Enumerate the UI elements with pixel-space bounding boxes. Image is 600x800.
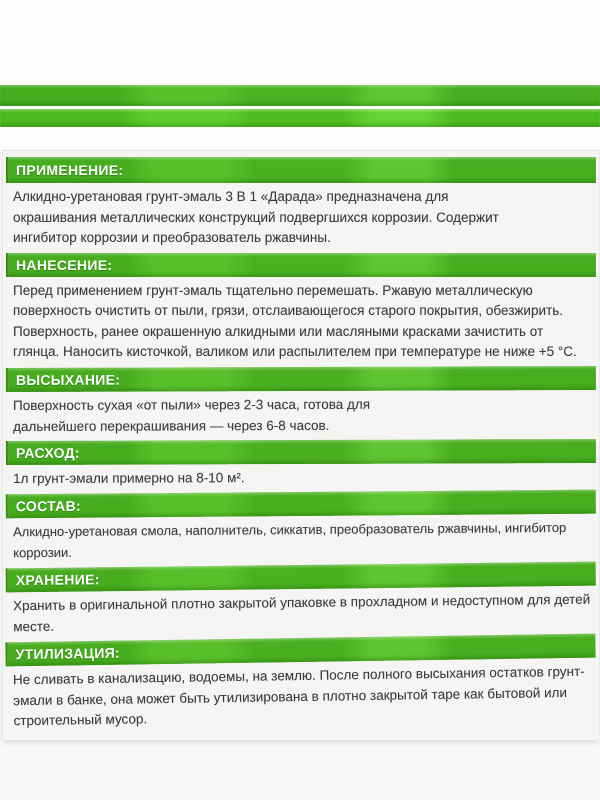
section-header-bar: [5, 634, 595, 667]
section-body: Поверхность сухая «от пыли» через 2-3 часа, готова для дальнейшего перекрашивания — через 6-8 часов.: [12, 396, 371, 434]
section-utilizacija: [2, 634, 599, 732]
section-rashod: [3, 438, 599, 489]
section-body: Хранить в оригинальной плотно закрытой упаковке в прохладном и недоступном для детей месте.: [12, 591, 591, 634]
brand-stripe-top: [0, 85, 600, 106]
section-header-bar: [6, 490, 596, 519]
section-header-bar: [6, 438, 596, 464]
section-body: Не сливать в канализацию, водоемы, на землю. После полного высыхания остатков грунт-эмали в банке, она может быть утилизирована в плотно закрытой таре как бытовой или строительный мусор.: [12, 663, 585, 729]
section-heading: УТИЛИЗАЦИЯ:: [15, 644, 121, 663]
label-panel: [2, 150, 600, 740]
section-header-bar: [6, 562, 596, 593]
section-body: 1л грунт-эмали примерно на 8-10 м².: [13, 469, 245, 486]
section-header-bar: [6, 365, 596, 391]
section-primenenie: [3, 157, 599, 249]
section-sostav: [3, 490, 600, 564]
section-nanesenie: [3, 253, 599, 363]
section-heading: ХРАНЕНИЕ:: [15, 571, 100, 589]
section-body: Перед применением грунт-эмаль тщательно перемешать. Ржавую металлическую поверхность очистить от пыли, грязи, отслаивающегося старого покрытия, обезжирить. Поверхность, ранее окрашенную алкидными или масляными красками зачистить от глянца. Наносить кисточкой, валиком или распылителем при температуре не ниже +5 °С.: [13, 282, 577, 359]
section-heading: РАСХОД:: [15, 444, 80, 461]
section-header-bar: [6, 157, 596, 183]
section-hranenie: [3, 562, 600, 638]
section-header-bar: [6, 253, 596, 277]
section-vysyhanie: [3, 365, 599, 436]
section-body: Алкидно-уретановая смола, наполнитель, сиккатив, преобразователь ржавчины, ингибитор коррозии.: [12, 519, 567, 560]
section-body: Алкидно-уретановая грунт-эмаль 3 В 1 «Дарада» предназначена для окрашивания металлических конструкций подвергшихся коррозии. Содержит ингибитор коррозии и преобразователь ржавчины.: [13, 189, 499, 245]
brand-stripe-bottom: [0, 109, 600, 127]
section-heading: ВЫСЫХАНИЕ:: [15, 371, 121, 388]
section-heading: СОСТАВ:: [15, 497, 81, 515]
section-heading: НАНЕСЕНИЕ:: [16, 256, 113, 273]
section-heading: ПРИМЕНЕНИЕ:: [16, 162, 124, 178]
